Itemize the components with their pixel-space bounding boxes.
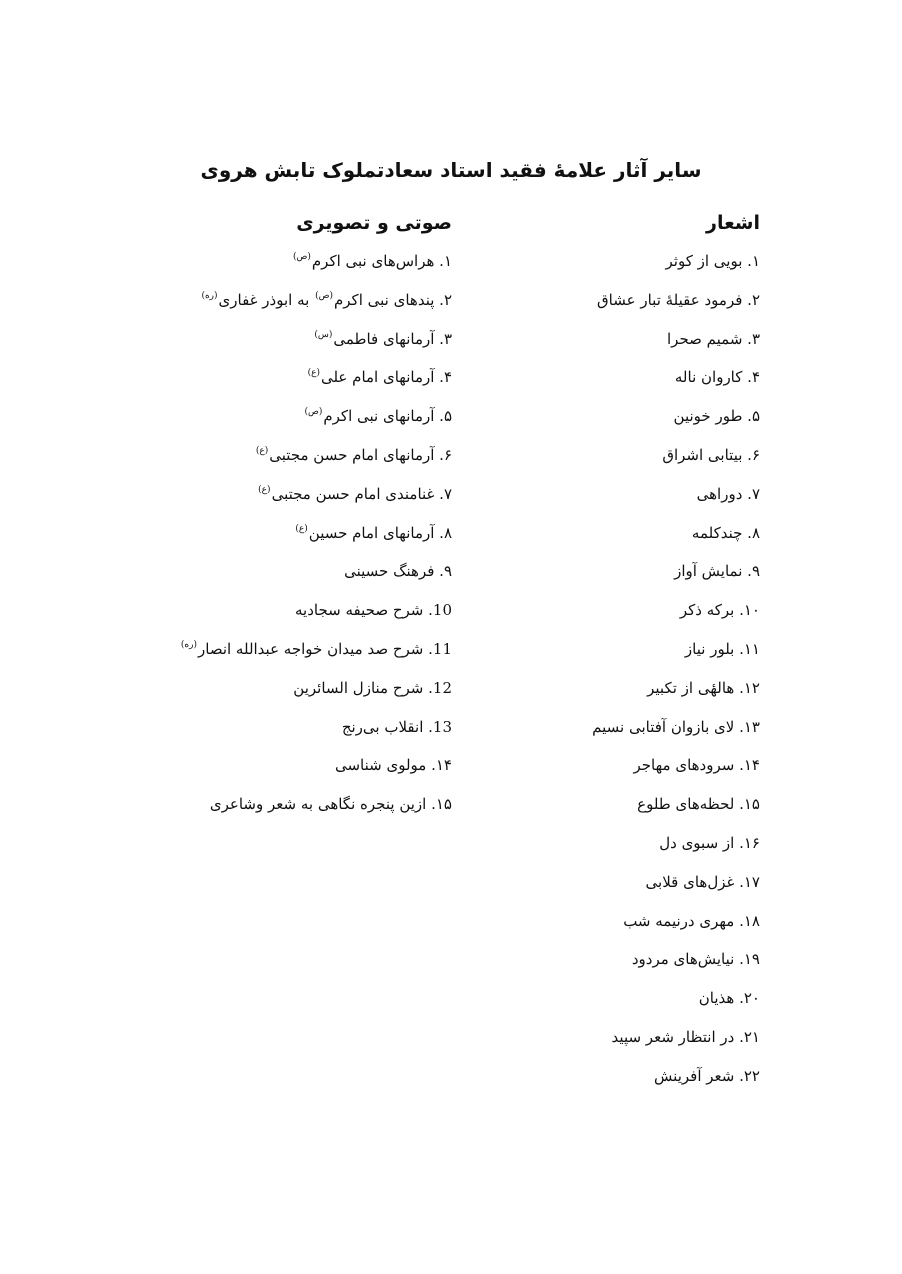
list-item [460, 746, 760, 785]
item-text: ۱۶. از سبوی دل [659, 833, 760, 852]
item-text: ۸. چندکلمه [691, 523, 760, 542]
honorific-mark: (س) [314, 329, 333, 340]
list-item [460, 320, 760, 359]
item-text-continued: به ابوذر غفاری [218, 290, 310, 309]
item-text: ۲. پندهای نبی اکرم [333, 290, 452, 309]
item-text: ۲۲. شعر آفرینش [654, 1066, 760, 1085]
honorific-mark: (ص) [292, 252, 311, 262]
item-text: ۶. آرمانهای امام حسن مجتبی [269, 445, 452, 464]
honorific-mark: (ع) [307, 368, 320, 379]
item-text: 12. شرح منازل السائرین [293, 678, 452, 697]
list-item [152, 242, 452, 281]
list-item [152, 514, 452, 553]
item-text: ۵. آرمانهای نبی اکرم [323, 407, 452, 426]
list-item [460, 902, 760, 941]
honorific-mark: (ره) [180, 639, 197, 650]
item-text: 11. شرح صد میدان خواجه عبدالله انصار [198, 639, 452, 658]
list-item [460, 669, 760, 708]
list-item [152, 669, 452, 708]
item-text: ۱۴. سرودهای مهاجر [633, 756, 760, 775]
list-item [460, 630, 760, 669]
list-item [460, 397, 760, 436]
list-item [152, 475, 452, 514]
list-item [460, 863, 760, 902]
list-item [152, 552, 452, 591]
list-item [460, 242, 760, 281]
poetry-column [460, 204, 760, 1096]
item-text: ۳. آرمانهای فاطمی [333, 329, 452, 348]
item-text: ۸. آرمانهای امام حسین [308, 523, 452, 542]
item-text: ۴. کاروان ناله [674, 368, 760, 387]
list-item [460, 1018, 760, 1057]
item-text: ۱۸. مهری درنیمه شب [623, 911, 760, 930]
list-item [152, 630, 452, 669]
item-text: ۱. هراس‌های نبی اکرم [311, 252, 452, 270]
honorific-mark: (ع) [258, 484, 271, 495]
item-text: ۱۹. نیایش‌های مردود [631, 950, 760, 969]
item-text: ۷. غنامندی امام حسن مجتبی [271, 484, 452, 503]
honorific-mark: (ص) [304, 407, 323, 418]
item-text: ۱۵. ازین پنجره نگاهی به شعر وشاعری [209, 795, 452, 814]
honorific-mark: (ع) [295, 523, 308, 534]
honorific-mark: (ره) [201, 290, 218, 301]
item-text: ۵. طور خونین [673, 407, 760, 426]
list-item [460, 979, 760, 1018]
item-text: 10. شرح صحیفه سجادیه [295, 601, 452, 620]
item-text: ۹. نمایش آواز [674, 562, 760, 581]
list-item [460, 1057, 760, 1096]
audio-video-list [152, 242, 452, 824]
poetry-list [460, 242, 760, 1096]
item-text: ۷. دوراهی [696, 484, 760, 503]
item-text: ۲۱. در انتظار شعر سپید [611, 1027, 760, 1046]
list-item [460, 591, 760, 630]
item-text: 13. انقلاب بی‌رنج [341, 717, 452, 736]
list-item [460, 824, 760, 863]
item-text: ۱۰. برکه ذکر [679, 601, 760, 620]
item-text: ۹. فرهنگ حسینی [344, 562, 452, 581]
list-item [152, 436, 452, 475]
list-item [152, 320, 452, 359]
list-item [152, 397, 452, 436]
list-item [152, 708, 452, 747]
item-text: ۱۱. بلور نیاز [684, 639, 760, 658]
item-text: ۳. شمیم صحرا [667, 329, 760, 348]
page-title: سایر آثار علامۀ فقید استاد سعادتملوک تابش هروی [200, 158, 702, 182]
list-item [152, 591, 452, 630]
honorific-mark: (ص) [315, 290, 333, 301]
list-item [460, 785, 760, 824]
list-item [460, 281, 760, 320]
list-item [460, 708, 760, 747]
item-text: ۱. بویی از کوثر [665, 252, 760, 270]
list-item [152, 785, 452, 824]
honorific-mark: (ع) [255, 445, 269, 456]
item-text: ۱۲. هالهٔی از تکبیر [647, 678, 760, 697]
list-item [152, 746, 452, 785]
list-item [460, 436, 760, 475]
item-text: ۴. آرمانهای امام علی [320, 368, 452, 387]
item-text: ۱۳. لای بازوان آفتابی نسیم [592, 717, 760, 736]
list-item [460, 514, 760, 553]
item-text: ۲. فرمود عقیلۀ تبار عشاق [597, 290, 760, 309]
list-item [460, 940, 760, 979]
list-item [152, 358, 452, 397]
list-item [460, 475, 760, 514]
list-item [460, 552, 760, 591]
item-text: ۱۴. مولوی شناسی [334, 756, 452, 775]
audio-video-column-heading: صوتی و تصویری [296, 212, 452, 234]
list-item [460, 358, 760, 397]
item-text: ۱۷. غزل‌های قلابی [645, 872, 760, 891]
list-item [152, 281, 452, 320]
item-text: ۱۵. لحظه‌های طلوع [637, 795, 760, 814]
poetry-column-heading: اشعار [706, 212, 760, 234]
item-text: ۲۰. هذیان [698, 989, 760, 1008]
item-text: ۶. بیتابی اشراق [662, 445, 760, 464]
audio-video-column [152, 204, 452, 824]
